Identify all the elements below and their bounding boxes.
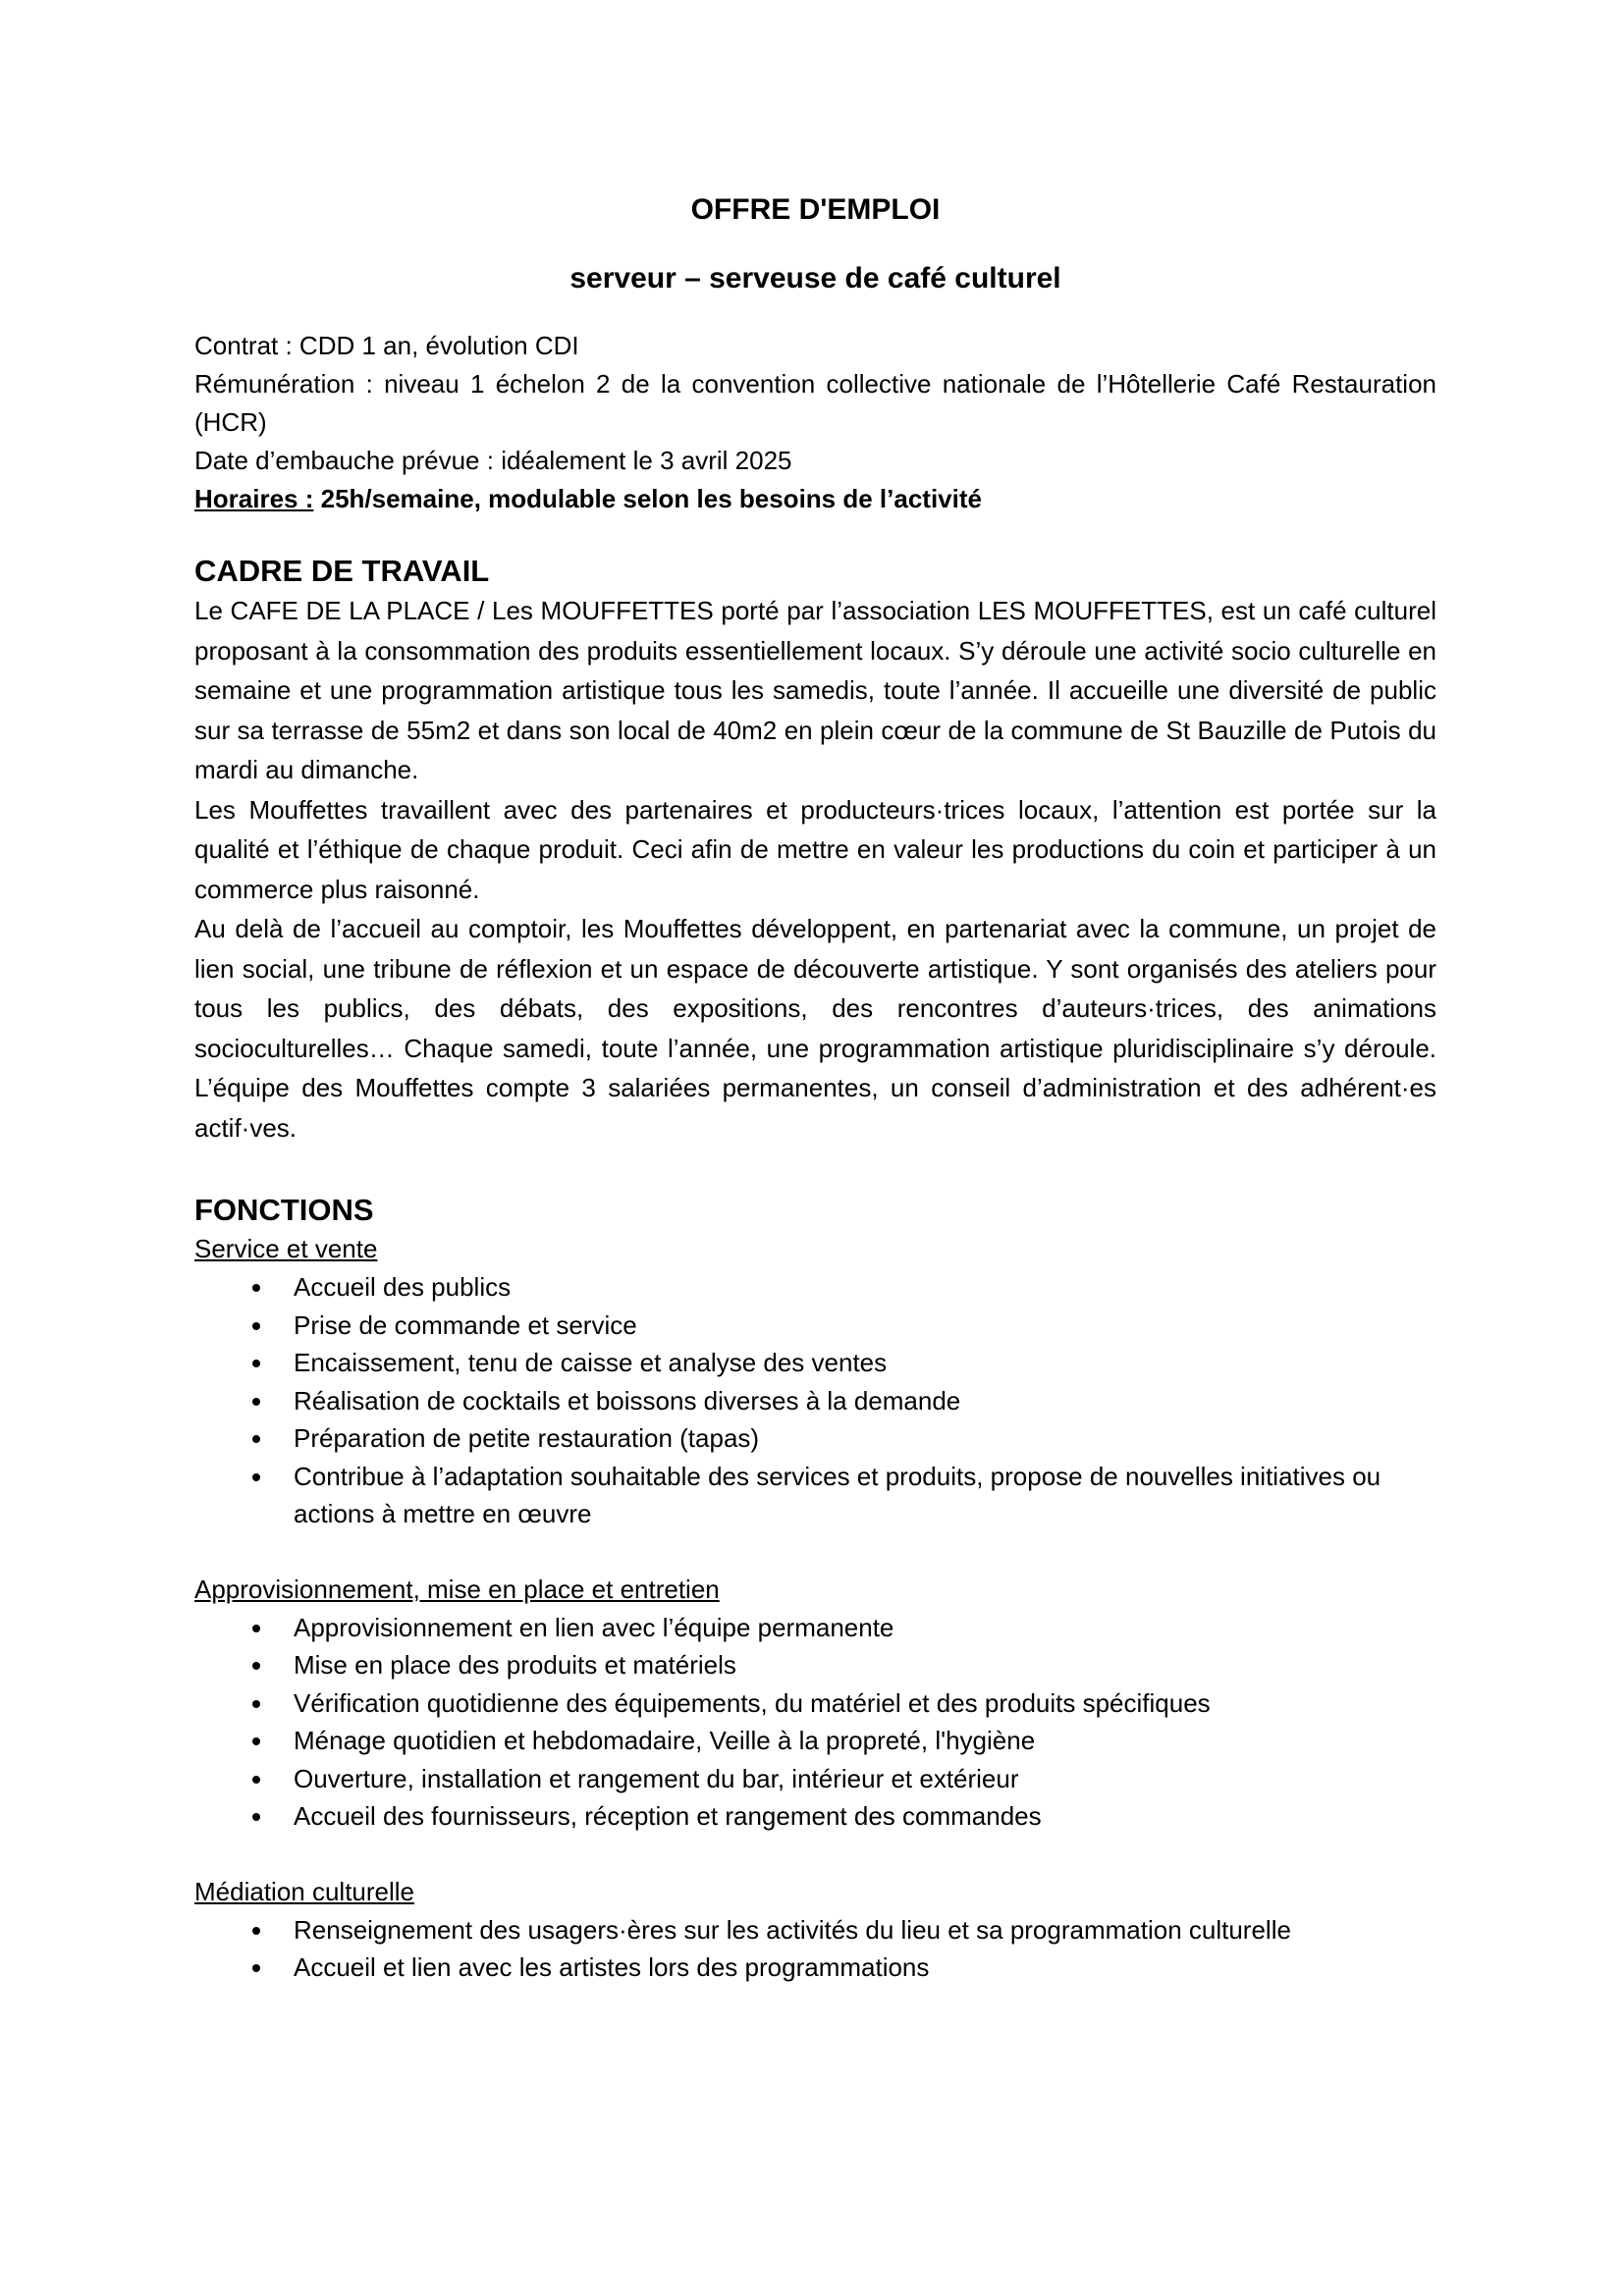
list-item [194, 1760, 1436, 1798]
list-item [194, 1722, 1436, 1760]
salary-line: Rémunération : niveau 1 échelon 2 de la convention collective nationale de l’Hôtellerie Café Restauration (HCR) [194, 369, 1436, 437]
bullet-icon [252, 1737, 260, 1745]
cadre-paragraph: Le CAFE DE LA PLACE / Les MOUFFETTES porté par l’association LES MOUFFETTES, est un café culturel proposant à la consommation des produits essentiellement locaux. S’y déroule une activité socio culturelle en semaine et une programmation artistique tous les samedis, toute l’année. Il accueille une diversité de public sur sa terrasse de 55m2 et dans son local de 40m2 en plein cœur de la commune de St Bauzille de Putois du mardi au dimanche. [194, 596, 1436, 784]
bullet-icon [252, 1964, 260, 1972]
section-heading-cadre: CADRE DE TRAVAIL [194, 554, 490, 588]
bullet-icon [252, 1625, 260, 1632]
subsection-title-approvisionnement: Approvisionnement, mise en place et entretien [194, 1574, 720, 1604]
list-item [194, 1268, 1436, 1307]
list-item [194, 1646, 1436, 1684]
job-offer-page [194, 191, 1436, 1987]
list-item [194, 1382, 1436, 1420]
bullet-icon [252, 1360, 260, 1367]
bullet-icon [252, 1398, 260, 1406]
list-item-text: Vérification quotidienne des équipements, du matériel et des produits spécifiques [294, 1687, 1211, 1718]
list-item [194, 1797, 1436, 1836]
cadre-paragraph: Les Mouffettes travaillent avec des partenaires et producteurs·trices locaux, l’attention est portée sur la qualité et l’éthique de chaque produit. Ceci afin de mettre en valeur les productions du coin et participer à un commerce plus raisonné. [194, 794, 1436, 904]
list-item [194, 1609, 1436, 1647]
list-item-text: Renseignement des usagers·ères sur les activités du lieu et sa programmation culturelle [294, 1914, 1291, 1945]
list-item-text: Préparation de petite restauration (tapas) [294, 1423, 760, 1453]
bullet-icon [252, 1927, 260, 1935]
task-list-service [194, 1268, 1436, 1533]
job-subtitle: serveur – serveuse de café culturel [569, 262, 1061, 294]
section-heading-fonctions: FONCTIONS [194, 1193, 374, 1227]
list-item [194, 1684, 1436, 1723]
list-item [194, 1344, 1436, 1382]
start-date-line: Date d’embauche prévue : idéalement le 3 avril 2025 [194, 446, 792, 475]
bullet-icon [252, 1284, 260, 1292]
hours-line [194, 480, 1436, 518]
list-item-text: Prise de commande et service [294, 1309, 637, 1340]
bullet-icon [252, 1813, 260, 1821]
contract-info [194, 327, 1436, 518]
list-item-text: Accueil des publics [294, 1272, 512, 1302]
list-item-text: Mise en place des produits et matériels [294, 1650, 736, 1680]
bullet-icon [252, 1700, 260, 1708]
list-item-text: Accueil et lien avec les artistes lors des programmations [294, 1952, 930, 1982]
list-item-text: Contribue à l’adaptation souhaitable des services et produits, propose de nouvelles initiatives ou actions à mettre en œuvre [294, 1461, 1381, 1528]
list-item [194, 1949, 1436, 1987]
list-item [194, 1458, 1436, 1533]
bullet-icon [252, 1322, 260, 1330]
list-item-text: Ouverture, installation et rangement du bar, intérieur et extérieur [294, 1763, 1019, 1793]
list-item-text: Encaissement, tenu de caisse et analyse des ventes [294, 1348, 888, 1377]
task-list-approvisionnement [194, 1609, 1436, 1836]
subsection-title-service: Service et vente [194, 1234, 378, 1263]
hours-label: Horaires : [194, 484, 314, 513]
page-title: OFFRE D'EMPLOI [690, 193, 941, 226]
cadre-paragraph: Au delà de l’accueil au comptoir, les Mouffettes développent, en partenariat avec la commune, un projet de lien social, une tribune de réflexion et un espace de découverte artistique. Y sont organisés des ateliers pour tous les publics, des débats, des expositions, des rencontres d’auteurs·trices, des animations socioculturelles… Chaque samedi, toute l’année, une programmation artistique pluridisciplinaire s’y déroule. L’équipe des Mouffettes compte 3 salariées permanentes, un conseil d’administration et des adhérent·es actif·ves. [194, 914, 1436, 1143]
list-item [194, 1307, 1436, 1345]
subsection-title-mediation: Médiation culturelle [194, 1876, 415, 1906]
bullet-icon [252, 1776, 260, 1784]
bullet-icon [252, 1435, 260, 1443]
bullet-icon [252, 1662, 260, 1670]
list-item [194, 1911, 1436, 1949]
task-list-mediation [194, 1911, 1436, 1987]
list-item [194, 1419, 1436, 1458]
list-item-text: Ménage quotidien et hebdomadaire, Veille à la propreté, l'hygiène [294, 1726, 1036, 1755]
list-item-text: Accueil des fournisseurs, réception et rangement des commandes [294, 1801, 1042, 1831]
list-item-text: Réalisation de cocktails et boissons diverses à la demande [294, 1385, 961, 1415]
hours-value: 25h/semaine, modulable selon les besoins de l’activité [313, 484, 982, 513]
list-item-text: Approvisionnement en lien avec l’équipe permanente [294, 1612, 894, 1642]
bullet-icon [252, 1473, 260, 1481]
contract-line: Contrat : CDD 1 an, évolution CDI [194, 331, 579, 360]
